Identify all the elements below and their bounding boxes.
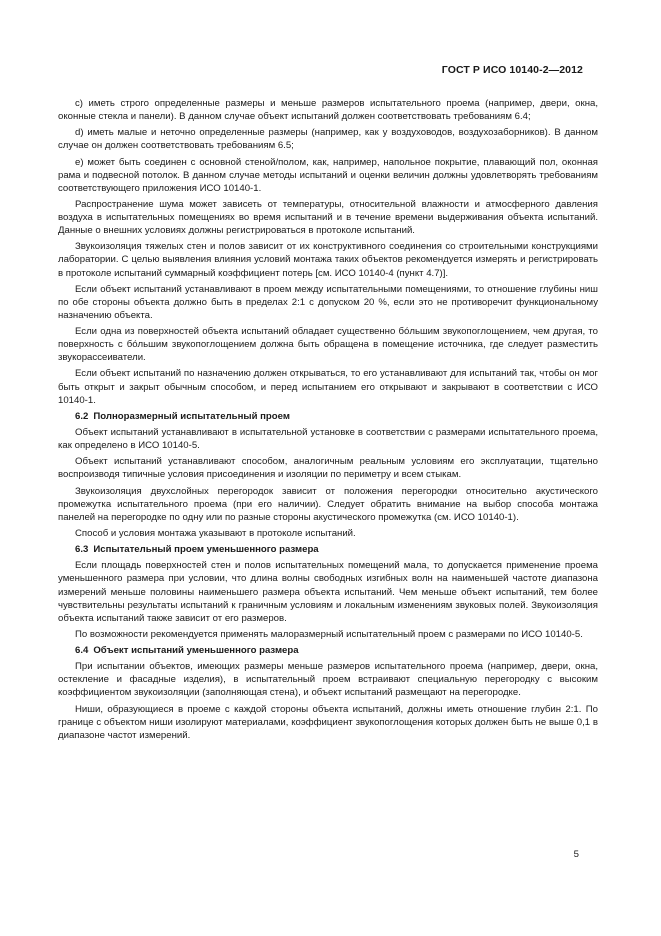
- paragraph: Если одна из поверхностей объекта испытаний обладает существенно бо́льшим звукопоглощением, чем другая, то поверхность с бо́льшим звукопоглощением должна быть обращена в помещение источника, где следует разместить звукорассеиватели.: [58, 326, 598, 364]
- paragraph: Объект испытаний устанавливают способом, аналогичным реальным условиям его эксплуатации, тщательно воспроизводя типичные условия присоединения и изоляции по периметру и всем стыкам.: [58, 456, 598, 481]
- paragraph: Способ и условия монтажа указывают в протоколе испытаний.: [75, 527, 356, 539]
- section-number: 6.4: [75, 645, 89, 657]
- paragraph: Звукоизоляция тяжелых стен и полов зависит от их конструктивного соединения со строительными конструкциями лаборатории. С целью выявления влияния условий монтажа таких объектов рекомендуется измерять и регистрировать в протоколе испытаний суммарный коэффициент потерь [см. ИСО 10140-4 (пункт 4.7)].: [58, 241, 598, 279]
- paragraph: Распространение шума может зависеть от температуры, относительной влажности и атмосферного давления воздуха в испытательных помещениях во время испытаний и в течение времени выдерживания объекта испытаний. Данные о внешних условиях должны регистрироваться в протоколе испытаний.: [58, 198, 598, 237]
- paragraph: По возможности рекомендуется применять малоразмерный испытательный проем с размерами по ИСО 10140-5.: [75, 628, 583, 640]
- section-number: 6.3: [75, 544, 89, 556]
- page-number: 5: [573, 849, 579, 860]
- paragraph: Объект испытаний устанавливают в испытательной установке в соответствии с размерами испытательного проема, как определено в ИСО 10140-5.: [58, 427, 598, 452]
- paragraph: Если объект испытаний устанавливают в проем между испытательными помещениями, то отношение глубины ниш по обе стороны объекта должно быть в пределах 2:1 с допуском 20 %, если это не противоречит функциональному назначению объекта.: [58, 283, 598, 321]
- section-number: 6.2: [75, 410, 89, 422]
- standard-header: ГОСТ Р ИСО 10140-2—2012: [441, 64, 583, 76]
- paragraph: Звукоизоляция двухслойных перегородок зависит от положения перегородки относительно акустического промежутка испытательного проема (при его наличии). Следует обратить внимание на выбор способа монтажа панелей на перегородке по одну или по разные стороны акустического промежутка (см. ИСО 10140-1).: [58, 485, 598, 523]
- paragraph: Ниши, образующиеся в проеме с каждой стороны объекта испытаний, должны иметь отношение глубин 2:1. По границе с объектом ниши изолируют материалами, коэффициент звукопоглощения которых должен быть не выше 0,1 в диапазоне частот измерений.: [58, 703, 598, 741]
- paragraph: Если площадь поверхностей стен и полов испытательных помещений мала, то допускается применение проема уменьшенного размера при условии, что длина волны свободных изгибных волн на наименьшей частоте диапазона измерений меньше половины наименьшего размера объекта испытаний. Чем меньше объект испытаний, тем более чувствительны результаты испытаний к граничным условиям и локальным изменениям звуковых полей. Звукоизоляция объекта испытаний также зависит от его размеров.: [58, 560, 598, 624]
- section-heading-6-3: [58, 543, 598, 556]
- document-body: [58, 97, 598, 745]
- list-item-c: c) иметь строго определенные размеры и меньше размеров испытательного проема (например, двери, окна, оконные стекла и панели). В данном случае объект испытаний должен соответствовать требованиям 6.4;: [58, 98, 598, 123]
- section-heading-6-4: [58, 644, 598, 657]
- list-item-e: e) может быть соединен с основной стеной/полом, как, например, напольное покрытие, плавающий пол, оконная рама и подвесной потолок. В данном случае методы испытаний и оценки величин должны удовлетворять требованиям соответствующего приложения ИСО 10140-1.: [58, 156, 598, 194]
- section-heading-6-2: [58, 410, 598, 423]
- list-item-d: d) иметь малые и неточно определенные размеры (например, как у воздуховодов, воздухозаборников). В данном случае он должен соответствовать требованиям 6.5;: [58, 127, 598, 152]
- paragraph: При испытании объектов, имеющих размеры меньше размеров испытательного проема (например, двери, окна, остекление и фасадные изделия), в испытательный проем встраивают специальную перегородку с высоким коэффициентом звукоизоляции (заполняющая стена), и объект испытаний размещают на перегородке.: [58, 661, 598, 699]
- paragraph: Если объект испытаний по назначению должен открываться, то его устанавливают для испытаний так, чтобы он мог быть открыт и закрыт обычным способом, и перед испытанием его открывают и закрывают в соответствии с ИСО 10140-1.: [58, 368, 598, 406]
- section-title: Испытательный проем уменьшенного размера: [93, 544, 319, 556]
- section-title: Полноразмерный испытательный проем: [93, 410, 290, 422]
- section-title: Объект испытаний уменьшенного размера: [93, 645, 299, 657]
